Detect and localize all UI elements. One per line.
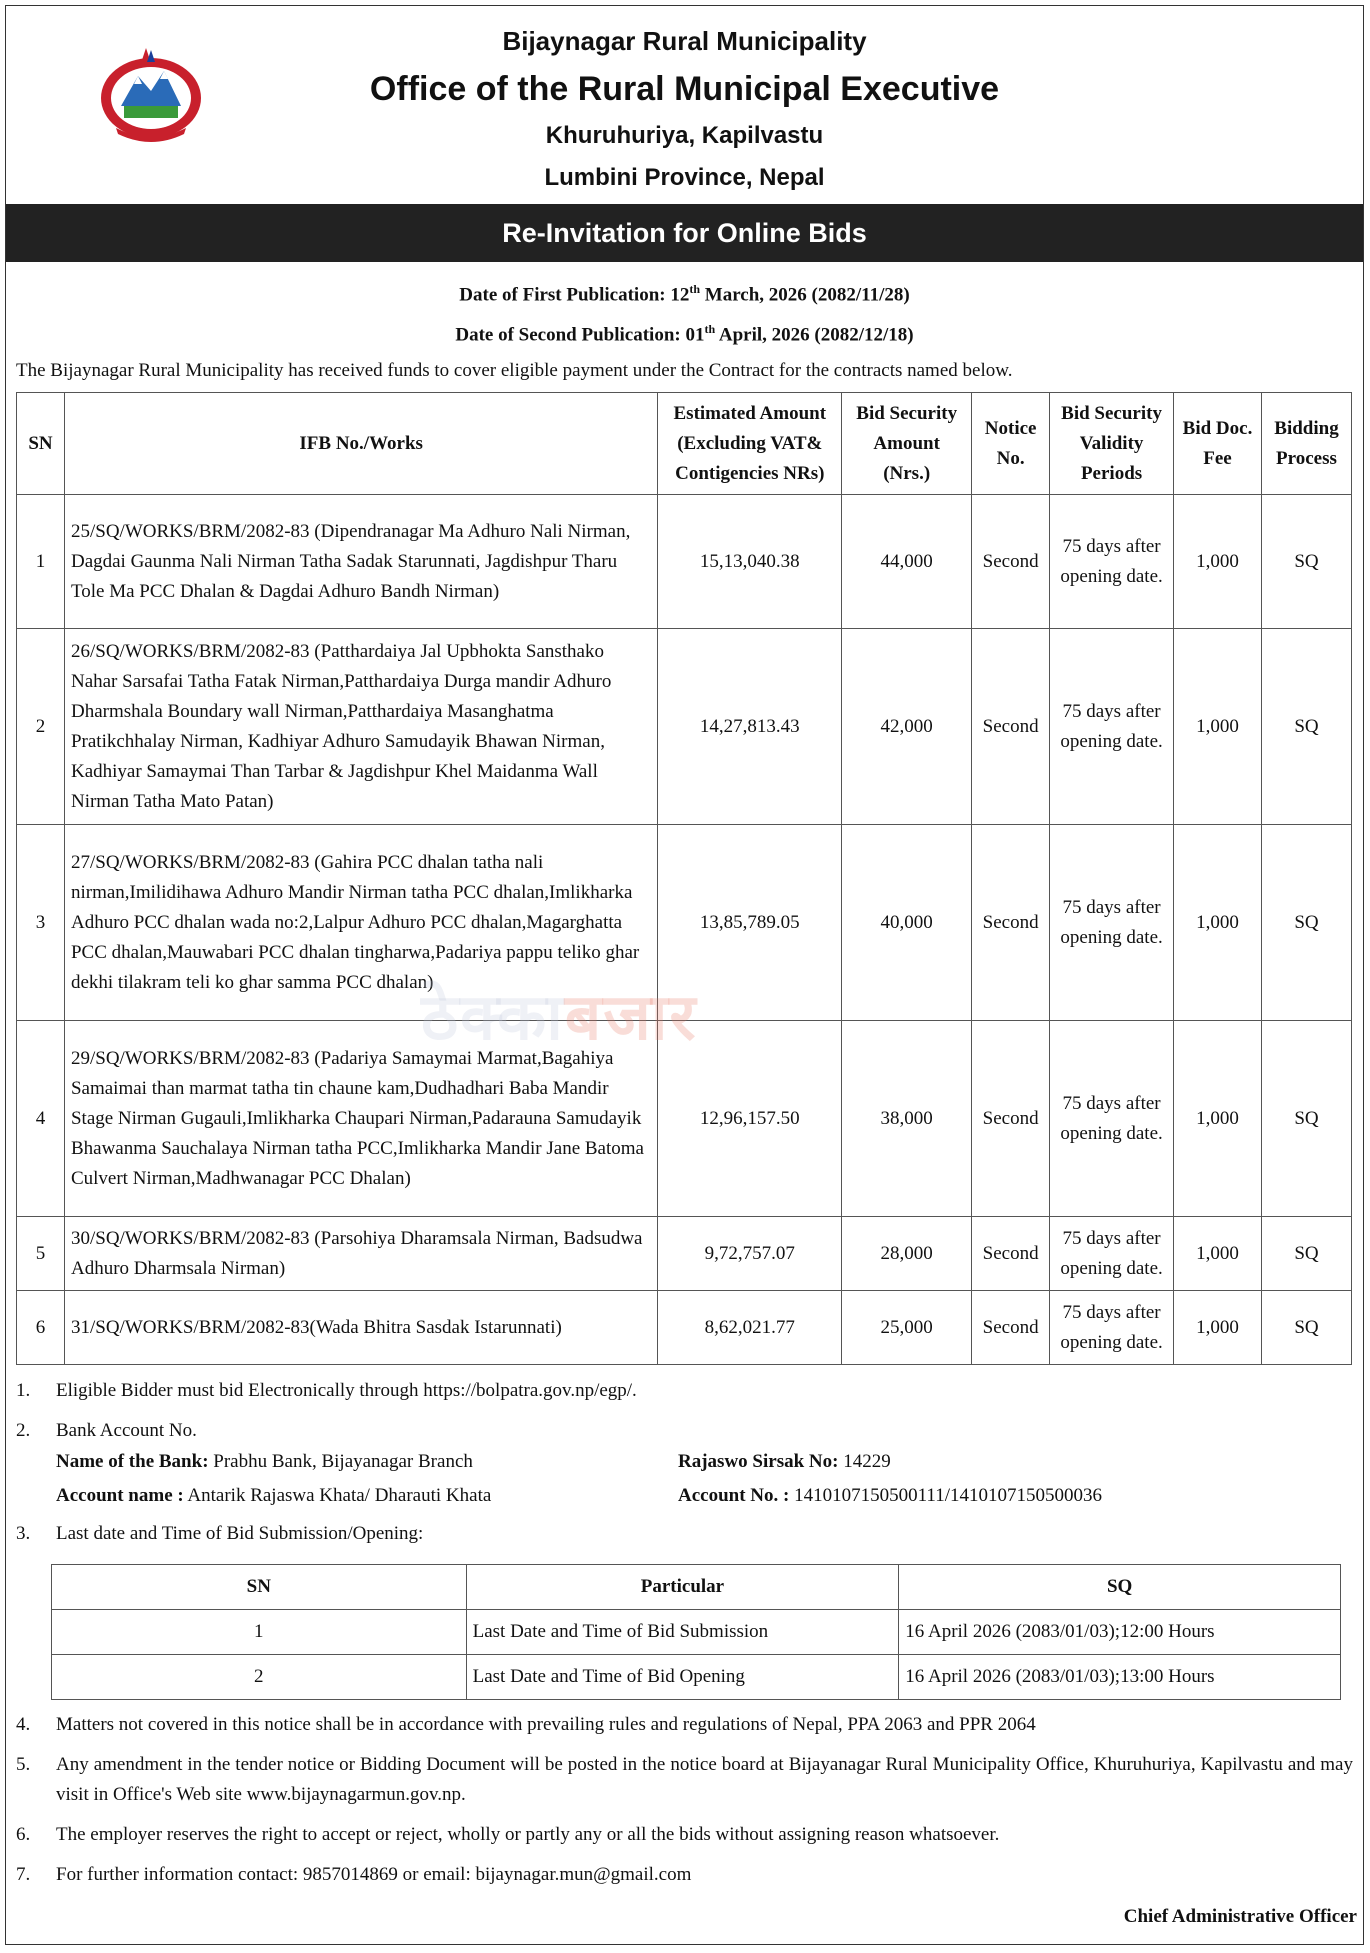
note-text: Last date and Time of Bid Submission/Opening:: [56, 1523, 424, 1544]
office-name: Office of the Rural Municipal Executive: [369, 70, 1000, 108]
row-amount: 14,27,813.43: [658, 629, 842, 825]
sched-particular: Last Date and Time of Bid Opening: [466, 1655, 899, 1700]
row-notice: Second: [972, 825, 1050, 1021]
first-publication-sup: th: [689, 282, 701, 296]
table-row: [17, 1217, 1352, 1291]
row-amount: 13,85,789.05: [658, 825, 842, 1021]
row-fee: 1,000: [1174, 629, 1262, 825]
notice-page: [5, 5, 1364, 1945]
row-notice: Second: [972, 1291, 1050, 1365]
note-number: 1.: [16, 1380, 31, 1401]
row-validity: 75 days after opening date.: [1050, 1291, 1174, 1365]
col-security: Bid Security Amount (Nrs.): [842, 393, 972, 495]
table-row: [17, 1291, 1352, 1365]
row-security: 40,000: [842, 825, 972, 1021]
notice-header: [6, 6, 1363, 202]
col-validity: Bid Security Validity Periods: [1050, 393, 1174, 495]
note-number: 6.: [16, 1824, 31, 1845]
row-fee: 1,000: [1174, 495, 1262, 629]
second-publication-rest: April, 2026 (2082/12/18): [715, 324, 914, 346]
sched-sn: 2: [52, 1655, 467, 1700]
row-sn: 6: [17, 1291, 65, 1365]
row-security: 42,000: [842, 629, 972, 825]
table-row: [17, 825, 1352, 1021]
row-security: 38,000: [842, 1021, 972, 1217]
row-process: SQ: [1261, 1217, 1351, 1291]
row-fee: 1,000: [1174, 1021, 1262, 1217]
col-notice: Notice No.: [972, 393, 1050, 495]
row-security: 44,000: [842, 495, 972, 629]
rajaswo-sirsak: [678, 1451, 891, 1473]
col-sn: SN: [17, 393, 65, 495]
sched-col-particular: Particular: [466, 1565, 899, 1610]
row-validity: 75 days after opening date.: [1050, 495, 1174, 629]
account-number-label: Account No. :: [678, 1485, 790, 1506]
notice-title: Re-Invitation for Online Bids: [6, 204, 1363, 262]
second-publication-sup: th: [704, 322, 716, 336]
note-text: Any amendment in the tender notice or Bidding Document will be posted in the notice board at Bijayanagar Rural Municipality Office, Khuruhuriya, Kapilvastu and may visit in Office's Web site www.bijaynagarmun.gov.np.: [56, 1754, 1353, 1805]
note-number: 5.: [16, 1754, 31, 1775]
sched-particular: Last Date and Time of Bid Submission: [466, 1610, 899, 1655]
row-process: SQ: [1261, 629, 1351, 825]
schedule-header: [52, 1565, 1341, 1610]
rajaswo-label: Rajaswo Sirsak No:: [678, 1451, 839, 1472]
row-sn: 3: [17, 825, 65, 1021]
row-sn: 5: [17, 1217, 65, 1291]
row-works: 30/SQ/WORKS/BRM/2082-83 (Parsohiya Dharamsala Nirman, Badsudwa Adhuro Dharmsala Nirman): [64, 1217, 657, 1291]
works-table-header: [17, 393, 1352, 495]
row-validity: 75 days after opening date.: [1050, 1021, 1174, 1217]
note-number: 3.: [16, 1523, 31, 1544]
row-validity: 75 days after opening date.: [1050, 1217, 1174, 1291]
row-sn: 1: [17, 495, 65, 629]
signature-title: Chief Administrative Officer: [1123, 1906, 1357, 1927]
note-number: 7.: [16, 1864, 31, 1885]
col-amount: Estimated Amount (Excluding VAT& Contigencies NRs): [658, 393, 842, 495]
row-process: SQ: [1261, 1291, 1351, 1365]
row-process: SQ: [1261, 825, 1351, 1021]
note-text: For further information contact: 9857014869 or email: bijaynagar.mun@gmail.com: [56, 1864, 692, 1885]
notes-section-lower: [16, 1710, 1353, 1900]
sched-col-sq: SQ: [899, 1565, 1341, 1610]
table-row: [52, 1610, 1341, 1655]
table-row: [17, 1021, 1352, 1217]
account-number-value: 1410107150500111/1410107150500036: [789, 1485, 1102, 1506]
intro-text: The Bijaynagar Rural Municipality has received funds to cover eligible payment under the Contract for the contracts named below.: [16, 360, 1013, 381]
account-name-label: Account name :: [56, 1485, 184, 1506]
row-amount: 9,72,757.07: [658, 1217, 842, 1291]
watermark-part2: बजार: [564, 981, 698, 1055]
sched-col-sn: SN: [52, 1565, 467, 1610]
table-row: [17, 495, 1352, 629]
watermark-part1: ठेक्का: [421, 981, 565, 1055]
office-location: Khuruhuriya, Kapilvastu: [545, 122, 824, 149]
row-works: 27/SQ/WORKS/BRM/2082-83 (Gahira PCC dhalan tatha nali nirman,Imilidihawa Adhuro Mandir Nirman tatha PCC dhalan,Imlikharka Adhuro PCC dhalan wada no:2,Lalpur Adhuro PCC dhalan,Magarghatta PCC dhalan,Mauwabari PCC dhalan tingharwa,Padariya pappu teliko ghar dekhi tilakram teli ko ghar samma PCC dhalan): [64, 825, 657, 1021]
row-process: SQ: [1261, 495, 1351, 629]
bank-name: [56, 1451, 473, 1473]
table-row: [17, 629, 1352, 825]
note-number: 4.: [16, 1714, 31, 1735]
sched-sq: 16 April 2026 (2083/01/03);12:00 Hours: [899, 1610, 1341, 1655]
row-fee: 1,000: [1174, 1291, 1262, 1365]
row-amount: 15,13,040.38: [658, 495, 842, 629]
bank-name-label: Name of the Bank:: [56, 1451, 209, 1472]
second-publication-label: Date of Second Publication: 01: [455, 324, 705, 346]
sched-sn: 1: [52, 1610, 467, 1655]
col-process: Bidding Process: [1261, 393, 1351, 495]
row-sn: 4: [17, 1021, 65, 1217]
municipality-name: Bijaynagar Rural Municipality: [502, 26, 867, 56]
office-province: Lumbini Province, Nepal: [544, 164, 825, 191]
row-notice: Second: [972, 1217, 1050, 1291]
row-works: 25/SQ/WORKS/BRM/2082-83 (Dipendranagar Ma Adhuro Nali Nirman, Dagdai Gaunma Nali Nirman Tatha Sadak Starunnati, Jagdishpur Tharu Tole Ma PCC Dhalan & Dagdai Adhuro Bandh Nirman): [64, 495, 657, 629]
row-notice: Second: [972, 1021, 1050, 1217]
note-text: Bank Account No.: [56, 1420, 197, 1441]
first-publication-rest: March, 2026 (2082/11/28): [700, 284, 910, 306]
first-publication-date: [6, 282, 1363, 306]
row-amount: 12,96,157.50: [658, 1021, 842, 1217]
col-works: IFB No./Works: [64, 393, 657, 495]
note-text: Eligible Bidder must bid Electronically through https://bolpatra.gov.np/egp/.: [56, 1380, 637, 1401]
note-number: 2.: [16, 1420, 31, 1441]
row-works: 29/SQ/WORKS/BRM/2082-83 (Padariya Samaymai Marmat,Bagahiya Samaimai than marmat tatha tin chaune kam,Dudhadhari Baba Mandir Stage Nirman Gugauli,Imlikharka Chaupari Nirman,Padarauna Samudayik Bhawanma Sauchalaya Nirman tatha PCC,Imlikharka Mandir Jane Batoma Culvert Nirman,Madhwanagar PCC Dhalan): [64, 1021, 657, 1217]
account-name: [56, 1485, 491, 1507]
row-validity: 75 days after opening date.: [1050, 629, 1174, 825]
row-amount: 8,62,021.77: [658, 1291, 842, 1365]
row-fee: 1,000: [1174, 825, 1262, 1021]
rajaswo-value: 14229: [838, 1451, 891, 1472]
account-name-value: Antarik Rajaswa Khata/ Dharauti Khata: [183, 1485, 492, 1506]
row-security: 25,000: [842, 1291, 972, 1365]
row-process: SQ: [1261, 1021, 1351, 1217]
first-publication-label: Date of First Publication: 12: [459, 284, 690, 306]
note-text: Matters not covered in this notice shall be in accordance with prevailing rules and regulations of Nepal, PPA 2063 and PPR 2064: [56, 1714, 1036, 1735]
row-fee: 1,000: [1174, 1217, 1262, 1291]
account-number: [678, 1485, 1102, 1507]
row-notice: Second: [972, 629, 1050, 825]
row-works: 26/SQ/WORKS/BRM/2082-83 (Patthardaiya Jal Upbhokta Sansthako Nahar Sarsafai Tatha Fatak Nirman,Patthardaiya Durga mandir Adhuro Dharmshala Boundary wall Nirman,Patthardaiya Masanghatma Pratikchhalay Nirman, Kadhiyar Adhuro Samudayik Bhawan Nirman, Kadhiyar Samaymai Than Tarbar & Jagdishpur Khel Maidanma Wall Nirman Tatha Mato Patan): [64, 629, 657, 825]
row-sn: 2: [17, 629, 65, 825]
row-security: 28,000: [842, 1217, 972, 1291]
bank-name-value: Prabhu Bank, Bijayanagar Branch: [208, 1451, 473, 1472]
sched-sq: 16 April 2026 (2083/01/03);13:00 Hours: [899, 1655, 1341, 1700]
col-fee: Bid Doc. Fee: [1174, 393, 1262, 495]
row-works: 31/SQ/WORKS/BRM/2082-83(Wada Bhitra Sasdak Istarunnati): [64, 1291, 657, 1365]
table-row: [52, 1655, 1341, 1700]
row-validity: 75 days after opening date.: [1050, 825, 1174, 1021]
row-notice: Second: [972, 495, 1050, 629]
second-publication-date: [6, 322, 1363, 346]
works-table: [16, 392, 1352, 1365]
schedule-table: [51, 1564, 1341, 1700]
note-text: The employer reserves the right to accept or reject, wholly or partly any or all the bids without assigning reason whatsoever.: [56, 1824, 1000, 1845]
